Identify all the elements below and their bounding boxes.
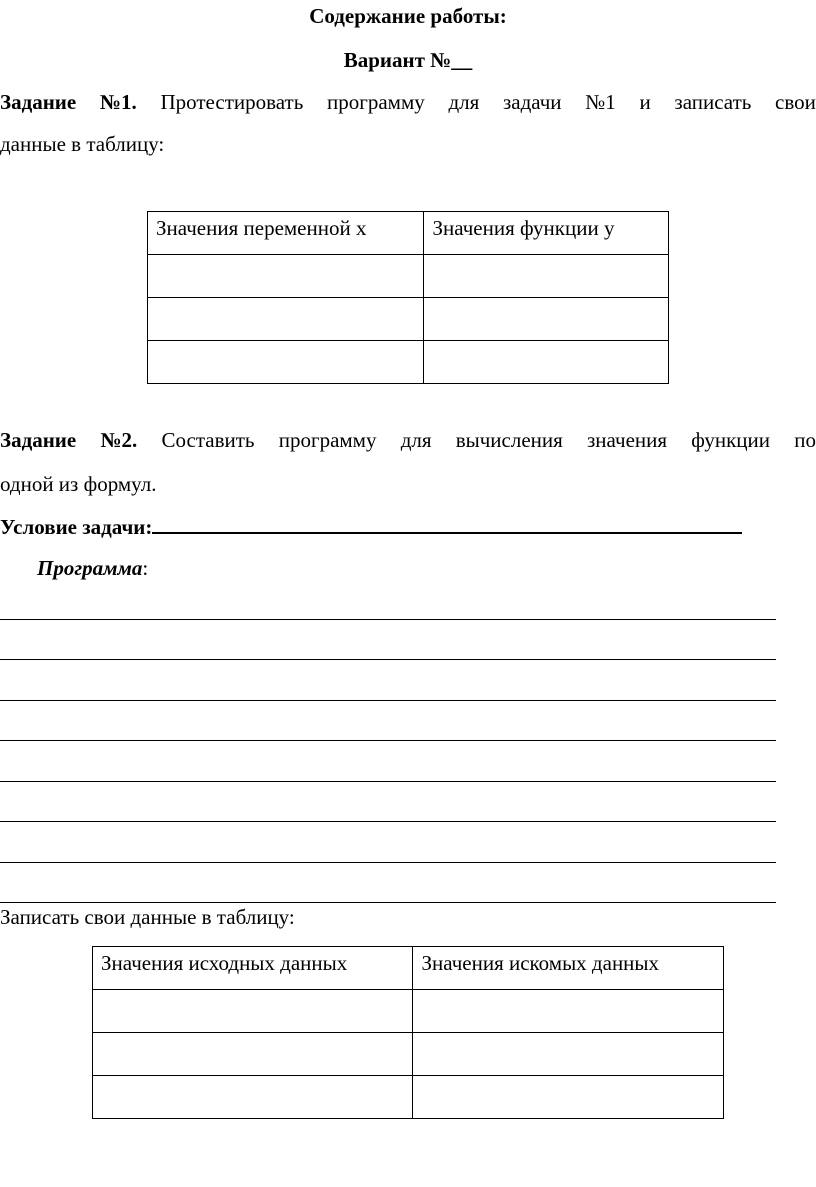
answer-line[interactable]	[0, 781, 776, 782]
condition-label: Условие задачи:	[0, 515, 153, 539]
condition-blank-line[interactable]	[152, 513, 742, 534]
task1-word: записать	[674, 90, 752, 114]
table-row	[93, 1076, 724, 1119]
table-cell[interactable]	[148, 341, 424, 384]
task2-word: значения	[587, 428, 668, 452]
task1-word: и	[639, 90, 651, 114]
answer-line[interactable]	[0, 740, 776, 741]
table-cell[interactable]	[93, 1076, 413, 1119]
table-row	[148, 298, 669, 341]
task2-word: вычисления	[455, 428, 563, 452]
table-cell[interactable]	[424, 298, 669, 341]
record-data-text: Записать свои данные в таблицу:	[0, 905, 295, 929]
page-title: Содержание работы:	[309, 4, 507, 28]
table-header-row	[148, 212, 669, 255]
answer-line[interactable]	[0, 821, 776, 822]
task2-label-part1: Задание	[0, 428, 77, 452]
task2-word: функции	[691, 428, 771, 452]
task1-paragraph-line2: данные в таблицу:	[0, 132, 165, 156]
task1-paragraph-line1	[0, 90, 816, 115]
program-label: Программа	[37, 556, 143, 580]
table-row	[93, 990, 724, 1033]
task1-word: для	[448, 90, 480, 114]
program-colon: :	[142, 556, 149, 580]
table-header-row	[93, 947, 724, 990]
task2-word: для	[400, 428, 432, 452]
task1-word: №1	[585, 90, 616, 114]
task2-label-part2: №2.	[100, 428, 138, 452]
table-header-cell: Значения переменной x	[148, 212, 424, 255]
task1-label-part1: Задание	[0, 90, 77, 114]
table-row	[148, 341, 669, 384]
task1-word: Протестировать	[160, 90, 304, 114]
table-header-cell: Значения исходных данных	[93, 947, 413, 990]
table-cell[interactable]	[424, 255, 669, 298]
table-cell[interactable]	[93, 990, 413, 1033]
task2-word: программу	[278, 428, 377, 452]
answer-line[interactable]	[0, 902, 776, 903]
condition-row	[0, 513, 742, 540]
task2-paragraph-line1	[0, 428, 816, 453]
table-cell[interactable]	[413, 1033, 724, 1076]
answer-line[interactable]	[0, 619, 776, 620]
variant-label: Вариант №__	[343, 48, 473, 72]
table-cell[interactable]	[148, 255, 424, 298]
table-row	[93, 1033, 724, 1076]
table-cell[interactable]	[148, 298, 424, 341]
task1-label-part2: №1.	[99, 90, 137, 114]
task1-word: задачи	[502, 90, 562, 114]
task1-word: программу	[326, 90, 425, 114]
task2-word: по	[794, 428, 816, 452]
answer-line[interactable]	[0, 862, 776, 863]
table-header-cell: Значения искомых данных	[413, 947, 724, 990]
task2-word: Составить	[161, 428, 255, 452]
program-heading	[37, 556, 148, 581]
task1-word: свои	[775, 90, 816, 114]
table-cell[interactable]	[93, 1033, 413, 1076]
table-cell[interactable]	[413, 1076, 724, 1119]
task2-paragraph-line2: одной из формул.	[0, 472, 157, 496]
answer-line[interactable]	[0, 700, 776, 701]
table-cell[interactable]	[424, 341, 669, 384]
task2-table	[92, 946, 724, 1119]
answer-line[interactable]	[0, 659, 776, 660]
task1-table	[147, 211, 669, 384]
table-cell[interactable]	[413, 990, 724, 1033]
table-row	[148, 255, 669, 298]
table-header-cell: Значения функции y	[424, 212, 669, 255]
